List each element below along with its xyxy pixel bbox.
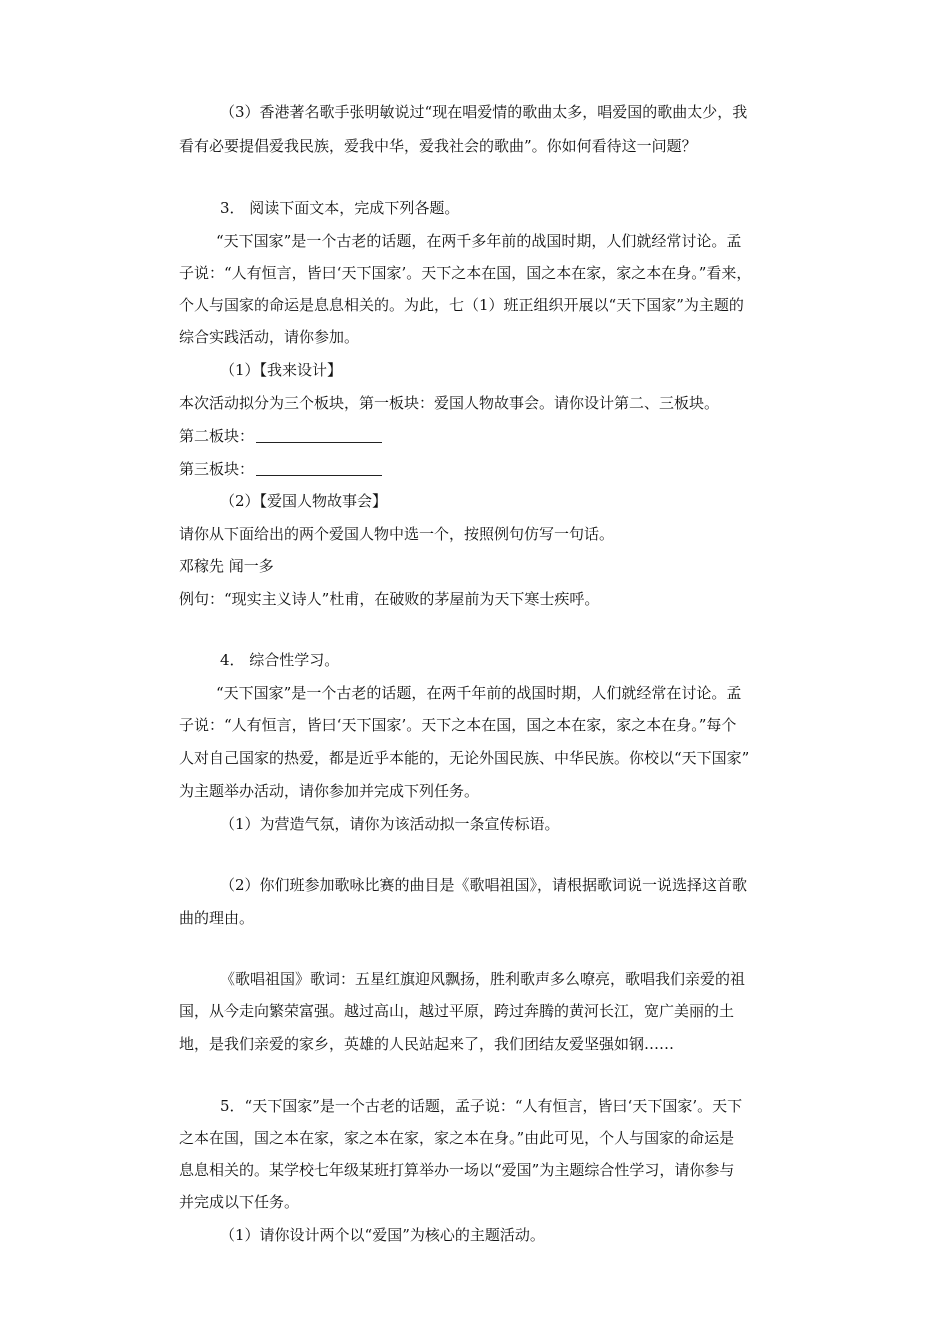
- q4-sub2-line-2: 曲的理由。: [179, 909, 255, 927]
- q4-passage-line-2: 子说：“人有恒言，皆曰‘天下国家’。天下之本在国，国之本在家，家之本在身。”每个: [179, 716, 737, 734]
- q3-sub1-title: （1）【我来设计】: [220, 361, 343, 379]
- q4-lyrics-line-1: 《歌唱祖国》歌词：五星红旗迎风飘扬，胜利歌声多么嘹亮，歌唱我们亲爱的祖: [220, 970, 746, 988]
- q5-passage-line-2: 之本在国，国之本在家，家之本在家，家之本在身。”由此可见，个人与国家的命运是: [179, 1129, 735, 1147]
- q4-passage-line-3: 人对自己国家的热爱，都是近乎本能的，无论外国民族、中华民族。你校以“天下国家”: [179, 749, 750, 767]
- q3-sub1-description: 本次活动拟分为三个板块，第一板块：爱国人物故事会。请你设计第二、三板块。: [179, 394, 720, 412]
- q2-sub3-line-2: 看有必要提倡爱我民族，爱我中华，爱我社会的歌曲”。你如何看待这一问题？: [179, 137, 697, 155]
- q3-sub2-description: 请你从下面给出的两个爱国人物中选一个，按照例句仿写一句话。: [179, 525, 615, 543]
- q3-sub2-example: 例句：“现实主义诗人”杜甫，在破败的茅屋前为天下寒士疾呼。: [179, 590, 600, 608]
- q3-passage-line-1: “天下国家”是一个古老的话题，在两千多年前的战国时期，人们就经常讨论。孟: [216, 232, 742, 250]
- q3-heading: 3． 阅读下面文本，完成下列各题。: [220, 199, 460, 217]
- block-2-answer-blank[interactable]: [256, 428, 382, 443]
- q3-passage-line-2: 子说：“人有恒言，皆曰‘天下国家’。天下之本在国，国之本在家，家之本在身。”看来，: [179, 264, 752, 282]
- block-3-answer-blank[interactable]: [256, 461, 382, 476]
- q5-passage-line-1: 5．“天下国家”是一个古老的话题，孟子说：“人有恒言，皆曰‘天下国家’。天下: [220, 1097, 743, 1115]
- q4-passage-line-1: “天下国家”是一个古老的话题，在两千年前的战国时期，人们就经常在讨论。孟: [216, 684, 742, 702]
- q5-sub1: （1）请你设计两个以“爱国”为核心的主题活动。: [220, 1226, 545, 1244]
- q4-sub1: （1）为营造气氛，请你为该活动拟一条宣传标语。: [220, 815, 560, 833]
- q3-sub1-block-2: [179, 426, 382, 446]
- q2-sub3-line-1: （3）香港著名歌手张明敏说过“现在唱爱情的歌曲太多，唱爱国的歌曲太少，我: [220, 103, 748, 121]
- block-2-label: 第二板块：: [179, 427, 255, 445]
- q3-sub1-block-3: [179, 459, 382, 479]
- q3-sub2-title: （2）【爱国人物故事会】: [220, 492, 388, 510]
- q4-lyrics-line-3: 地，是我们亲爱的家乡，英雄的人民站起来了，我们团结友爱坚强如钢……: [179, 1035, 675, 1053]
- q5-passage-line-3: 息息相关的。某学校七年级某班打算举办一场以“爱国”为主题综合性学习，请你参与: [179, 1161, 735, 1179]
- q5-passage-line-4: 并完成以下任务。: [179, 1193, 300, 1211]
- q3-sub2-people: 邓稼先 闻一多: [179, 557, 274, 575]
- q4-passage-line-4: 为主题举办活动，请你参加并完成下列任务。: [179, 782, 480, 800]
- q4-heading: 4． 综合性学习。: [220, 651, 340, 669]
- q4-sub2-line-1: （2）你们班参加歌咏比赛的曲目是《歌唱祖国》，请根据歌词说一说选择这首歌: [220, 876, 748, 894]
- q3-passage-line-4: 综合实践活动，请你参加。: [179, 328, 360, 346]
- q4-lyrics-line-2: 国，从今走向繁荣富强。越过高山，越过平原，跨过奔腾的黄河长江，宽广美丽的土: [179, 1002, 735, 1020]
- q3-passage-line-3: 个人与国家的命运是息息相关的。为此，七（1）班正组织开展以“天下国家”为主题的: [179, 296, 744, 314]
- block-3-label: 第三板块：: [179, 460, 255, 478]
